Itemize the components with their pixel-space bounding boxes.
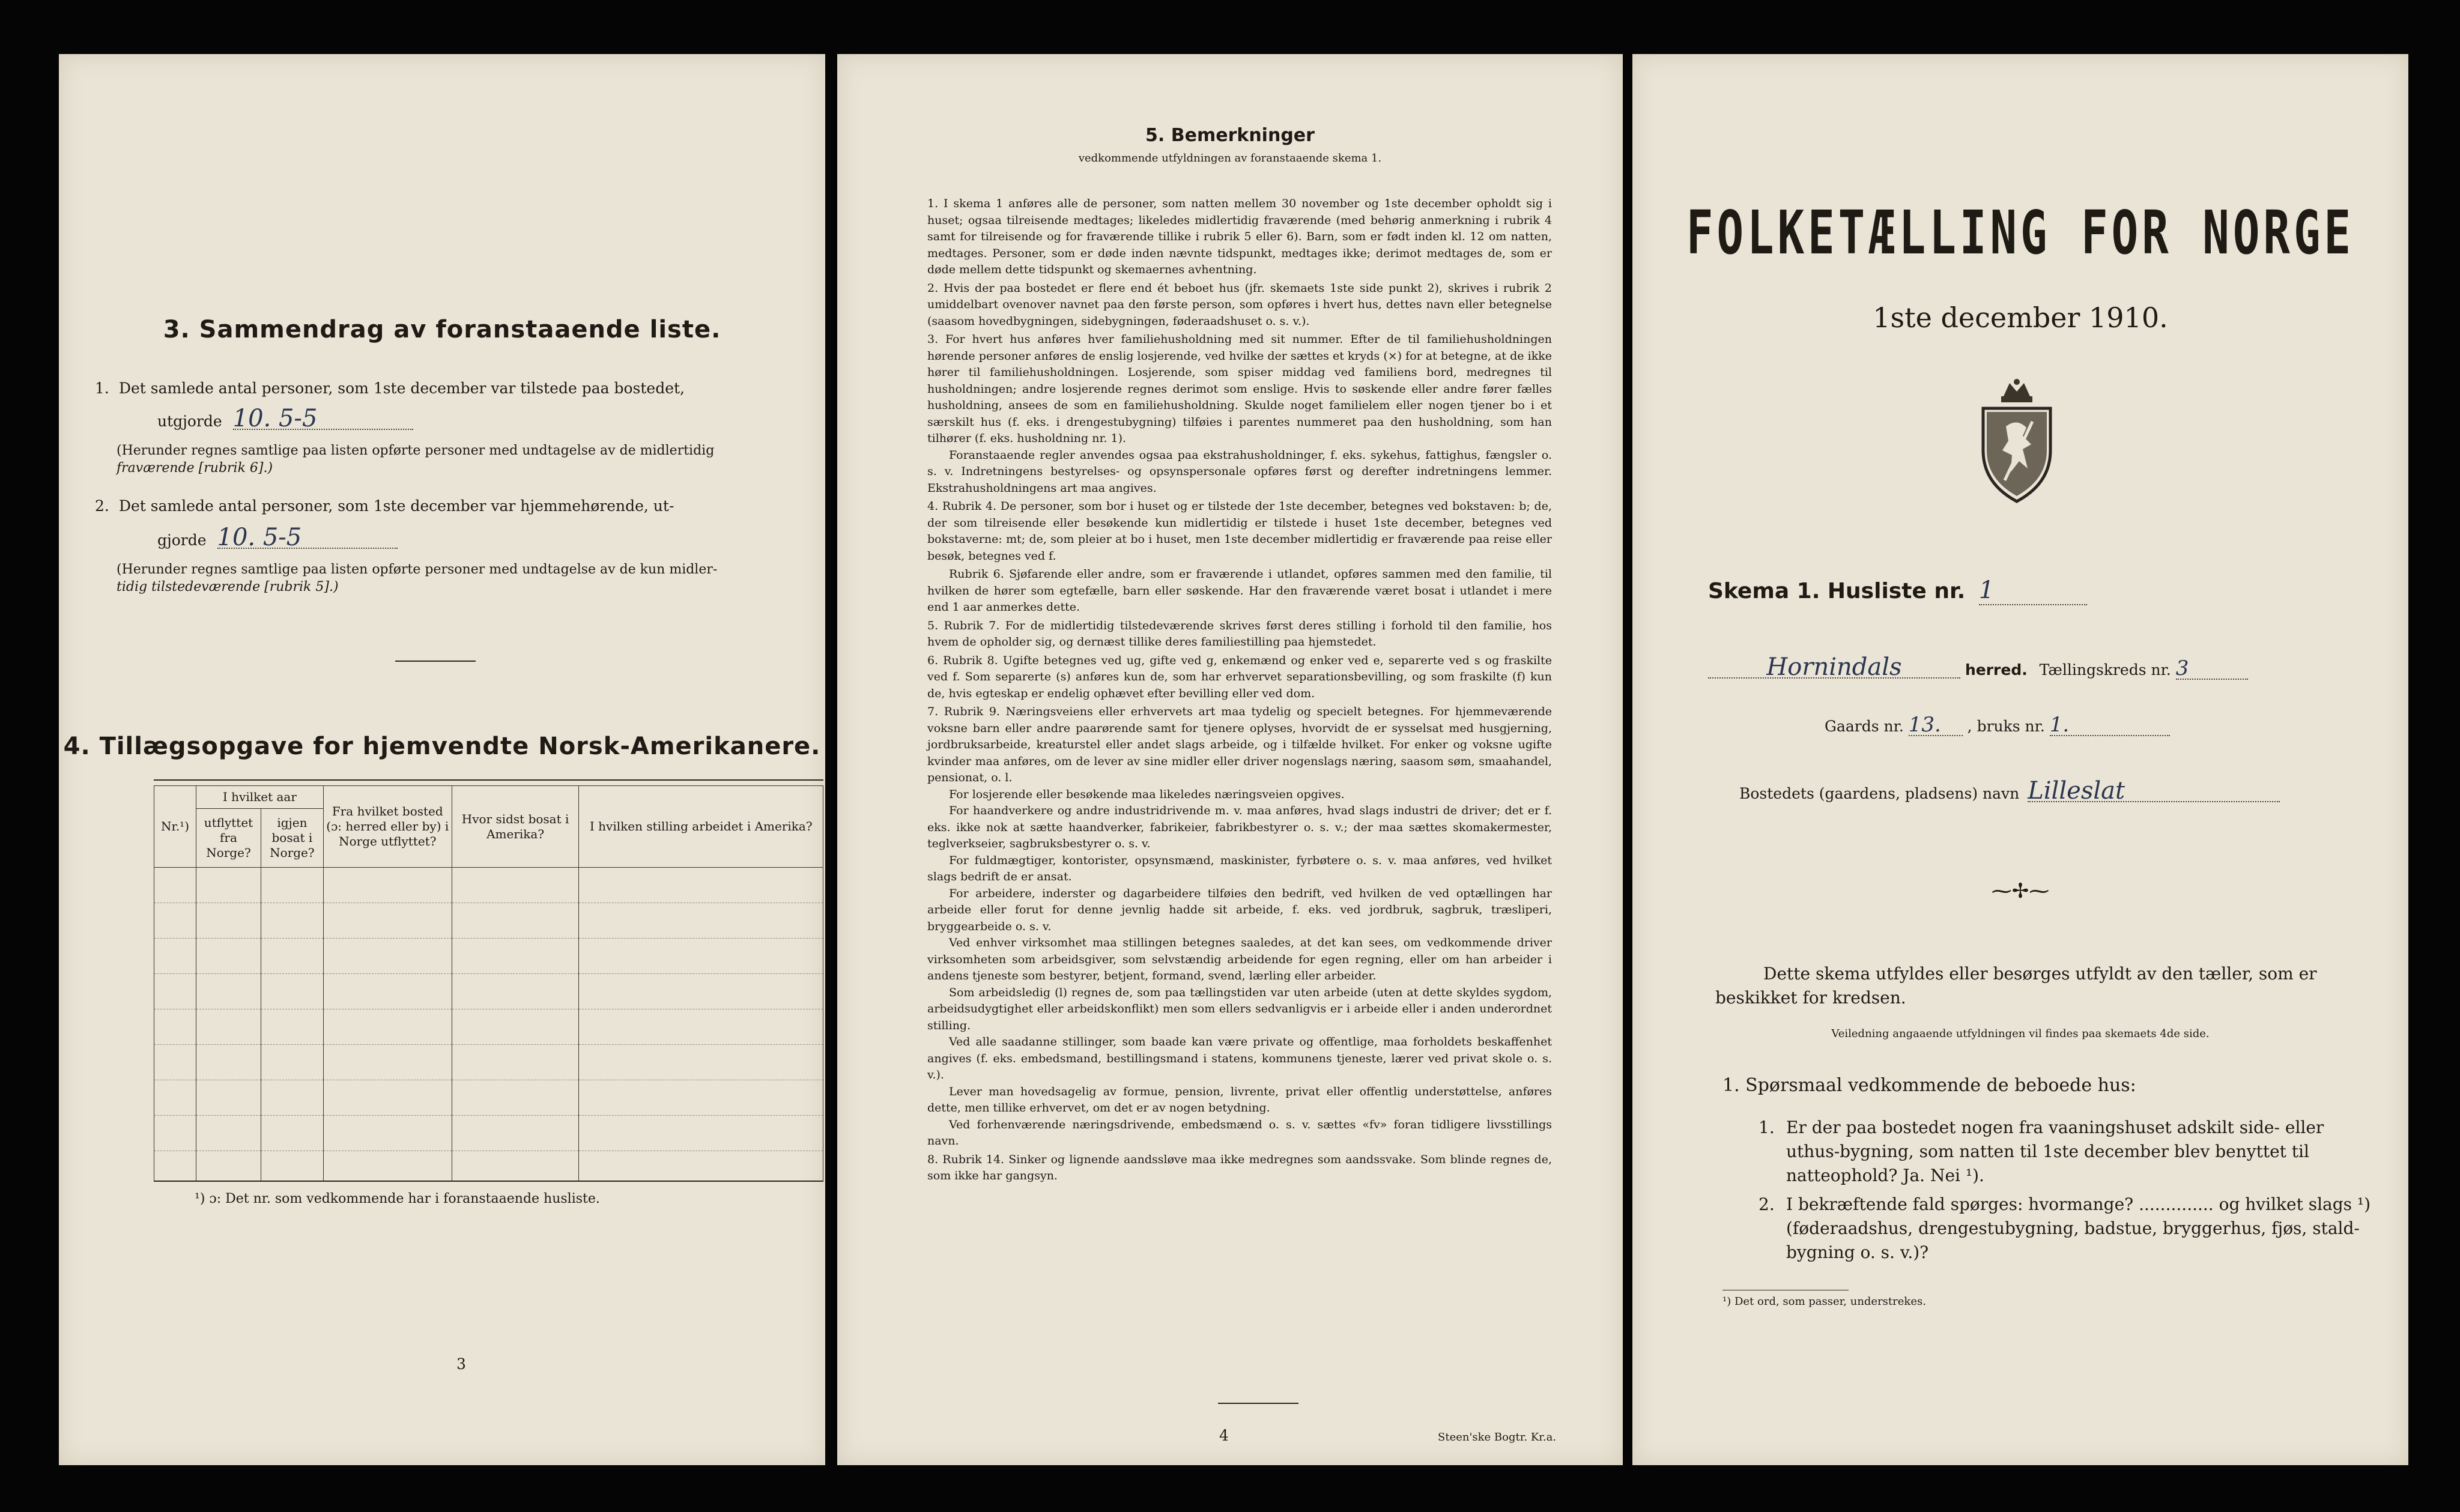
table-row [154,1116,823,1151]
page-number-4: 4 [1219,1427,1229,1444]
col-position-header: I hvilken stilling arbeidet i Amerika? [579,786,823,868]
page-number-3: 3 [456,1355,466,1373]
remark-paragraph: 5. Rubrik 7. For de midlertidig tilstedeværende skrives først deres stilling i forhold til den familie, hos hvem de opholder sig, og dernæst tillike deres familiestilling paa hjemstedet. [927,618,1552,649]
census-date: 1ste december 1910. [1873,301,2168,334]
table-row [154,939,823,974]
table-row [154,1009,823,1045]
printer-credit: Steen'ske Bogtr. Kr.a. [1438,1431,1557,1444]
intro-text: Dette skema utfyldes eller besørges utfyldt av den tæller, som er beskikket for kredsen. [1715,964,2317,1008]
gaards-label: Gaards nr. [1825,718,1904,735]
schema-label: Skema 1. Husliste nr. [1708,579,1966,603]
census-title: FOLKETÆLLING FOR NORGE [1686,198,2355,268]
herred-line [1708,653,2248,681]
remarks-subtitle: vedkommende utfyldningen av foranstaaende skema 1. [1078,152,1382,165]
gaards-value: 13. [1909,715,1963,736]
coat-of-arms-icon [1975,378,2059,504]
remark-paragraph: For haandverkere og andre industridrivende m. v. maa anføres, hvad slags industri de driver; det er f. eks. ikke nok at sætte haandverker, fabrikeier, fabrikbestyrer o. s. v.; der maa sættes skomakermester, teglverkseier, sagbruksbestyrer o. s. v. [927,804,1552,850]
remark-paragraph: 4. Rubrik 4. De personer, som bor i huset og er tilstede der 1ste december, betegnes ved bokstaven: b; de, der som tilreisende eller besøkende kun midlertidig er tilstede i huset 1ste december, betegnes ved bokstaverne: mt; de, som pleier at bo i huset, men 1ste december midlertidig er fraværende paa reise eller besøk, betegnes ved f. [927,500,1552,563]
col-returned-header: igjen bosat i Norge? [261,809,323,868]
table-top-rule [154,779,823,781]
left-page [59,54,825,1465]
remarks-body [927,196,1552,1185]
remark-paragraph: For losjerende eller besøkende maa likeledes næringsveien opgives. [949,787,1345,801]
right-footnote: ¹) Det ord, som passer, understrekes. [1722,1295,1926,1308]
herred-label: herred. [1965,661,2028,679]
herred-value: Hornindals [1708,657,1960,679]
question-1-item-1: 1. Er der paa bostedet nogen fra vaaningshuset adskilt side- eller uthus-bygning, som natten til 1ste december blev benyttet til natteophold? Ja. Nei ¹). [1759,1117,2324,1185]
remark-paragraph: Rubrik 6. Sjøfarende eller andre, som er fraværende i utlandet, opføres sammen med den familie, til hvilken de hører som egtefælle, barn eller søskende. Har den fraværende været bosat i utlandet i mere end 1 aar anmerkes dette. [927,567,1552,614]
summary-item-2-value: 10. 5-5 [217,527,398,549]
summary-item-2-note: (Herunder regnes samtlige paa listen opførte personer med undtagelse av de kun midler- tidig tilstedeværende [rubrik 5].) [117,562,718,594]
col-from-header: Fra hvilket bosted (ɔ: herred eller by) i Norge utflyttet? [323,786,452,868]
divider [1218,1403,1298,1404]
divider [395,661,476,662]
summary-item-1: 1. Det samlede antal personer, som 1ste december var tilstede paa bostedet, [95,380,685,397]
remark-paragraph: 2. Hvis der paa bostedet er flere end ét beboet hus (jfr. skemaets 1ste side punkt 2), skrives i rubrik 2 umiddelbart ovenover navnet paa den første person, som opføres i hvert hus, dettes navn eller betegnelse (saasom hovedbygningen, sidebygningen, føderaadshuset o. s. v.). [927,281,1552,328]
table-row [154,1045,823,1080]
husliste-number: 1 [1979,576,2087,605]
remark-paragraph: 7. Rubrik 9. Næringsveiens eller erhvervets art maa tydelig og specielt betegnes. For hjemmeværende voksne barn eller andre paarørende samt for tjenere oplyses, hvorvidt de er sysselsat med husgjerning, jordbruksarbeide, kreaturstel eller andet slags arbeide, og i tilfælde hvilket. For enker og voksne ugifte kvinder maa anføres, om de lever av sine midler eller driver nogenslags næring, saasom søm, smaahandel, pensionat, o. l. [927,705,1552,784]
kreds-label: Tællingskreds nr. [2039,661,2171,679]
norsk-amerikanere-table [154,785,823,1181]
summary-item-1-value-row: utgjorde 10. 5-5 [95,408,801,432]
table-row [154,903,823,939]
table-row [154,868,823,903]
remark-paragraph: 1. I skema 1 anføres alle de personer, som natten mellem 30 november og 1ste december opholdt sig i huset; ogsaa tilreisende medtages; likeledes midlertidig fraværende (med behørig anmerkning i rubrik 4 samt for tilreisende og for fraværende tillike i rubrik 5 eller 6). Barn, som er født inden kl. 12 om natten, medtages. Personer, som er døde inden nævnte tidspunkt, medtages ikke; derimot medtages de, som er døde mellem dette tidspunkt og skemaernes avhentning. [927,197,1552,276]
section4-title: 4. Tillægsopgave for hjemvendte Norsk-Amerikanere. [63,733,821,760]
summary-item-2: 2. Det samlede antal personer, som 1ste december var hjemmehørende, ut- [95,497,674,515]
table-row [154,974,823,1009]
bruks-value: 1. [2050,715,2170,736]
summary-item-2-value-row: gjorde 10. 5-5 [95,527,801,551]
section3-title: 3. Sammendrag av foranstaaende liste. [163,316,721,343]
remark-paragraph: Ved alle saadanne stillinger, som baade kan være private og offentlige, maa forholdets beskaffenhet angives (f. eks. embedsmand, bestillingsmand i statens, kommunens tjeneste, lærer ved privat skole o. s. v.). [927,1035,1552,1081]
col-nr-header: Nr.¹) [154,786,196,868]
bosted-label: Bostedets (gaardens, pladsens) navn [1739,785,2020,802]
remark-paragraph: For fuldmægtiger, kontorister, opsynsmænd, maskinister, fyrbøtere o. s. v. maa anføres, ved hvilket slags bedrift de er ansat. [927,853,1552,883]
bosted-value: Lilleslat [2028,781,2280,802]
remark-paragraph: 8. Rubrik 14. Sinker og lignende aandssløve maa ikke medregnes som aandssvake. Som blinde regnes de, som ikke har gangsyn. [927,1152,1552,1182]
remark-paragraph: Foranstaaende regler anvendes ogsaa paa ekstrahusholdninger, f. eks. sykehus, fattighus, fængsler o. s. v. Indretningens bestyrelses- og opsynspersonale opføres først og derefter indretningens lemmer. Ekstrahusholdningens art maa angives. [927,448,1552,495]
middle-page [837,54,1623,1465]
guide-text: Veiledning angaaende utfyldningen vil findes paa skemaets 4de side. [1831,1027,2210,1040]
remark-paragraph: For arbeidere, inderster og dagarbeidere tilføies den bedrift, ved hvilken de ved optællingen har arbeide eller forut for denne jevnlig hadde sit arbeide, f. eks. ved jordbruk, sagbruk, træsliperi, bryggearbeide o. s. v. [927,886,1552,933]
schema-line [1708,576,2087,605]
table-row [154,1080,823,1116]
right-page [1632,54,2408,1465]
col-year-group-header: I hvilket aar [196,786,323,809]
table-footnote: ¹) ɔ: Det nr. som vedkommende har i foranstaaende husliste. [195,1191,600,1206]
col-where-header: Hvor sidst bosat i Amerika? [452,786,579,868]
col-emigrated-header: utflyttet fra Norge? [196,809,261,868]
bosted-line [1739,777,2280,805]
remark-paragraph: Lever man hovedsagelig av formue, pension, livrente, privat eller offentlig understøttelse, anføres dette, men tillike erhvervet, om det er av nogen betydning. [927,1084,1552,1114]
table-row [154,1151,823,1181]
summary-item-1-text: Det samlede antal personer, som 1ste december var tilstede paa bostedet, [118,380,685,397]
remark-paragraph: Ved enhver virksomhet maa stillingen betegnes saaledes, at det kan sees, om vedkommende driver virksomheten som arbeidsgiver, som selvstændig arbeidende for egen regning, eller om han arbeider i andens tjeneste som bestyrer, betjent, formand, svend, lærling eller arbeider. [927,936,1552,982]
remark-paragraph: Som arbeidsledig (l) regnes de, som paa tællingstiden var uten arbeide (uten at dette skyldes sygdom, arbeidsudygtighet eller arbeidskonflikt) men som ellers sedvanligvis er i arbeide eller i anden underordnet stilling. [927,985,1552,1032]
table-bottom-rule [154,1181,823,1182]
ornament: ⁓✢⁓ [1991,879,2050,903]
kreds-value: 3 [2176,658,2248,680]
question-1-item-2: 2. I bekræftende fald spørges: hvormange? .............. og hvilket slags ¹) (føderaadshus, drengestubygning, badstue, bryggerhus, fjøs, stald- bygning o. s. v.)? [1759,1194,2371,1262]
summary-item-1-value: 10. 5-5 [233,408,413,430]
summary-item-2-text: Det samlede antal personer, som 1ste december var hjemmehørende, ut- [118,497,674,515]
remark-paragraph: 6. Rubrik 8. Ugifte betegnes ved ug, gifte ved g, enkemænd og enker ved e, separerte ved s og fraskilte ved f. Som separerte (s) anføres kun de, som har erhvervet separationsbevilling, og som fraskilte (f) kun de, hvis egteskap er endelig ophævet efter bevilling eller ved dom. [927,653,1552,700]
remark-paragraph: Ved forhenværende næringsdrivende, embedsmænd o. s. v. sættes «fv» foran tidligere livsstillings navn. [927,1117,1552,1148]
remarks-title: 5. Bemerkninger [1145,125,1315,146]
bruks-label: , bruks nr. [1967,718,2045,735]
gaards-line [1825,715,2170,737]
remark-paragraph: 3. For hvert hus anføres hver familiehusholdning med sit nummer. Efter de til familiehusholdningen hørende personer anføres de enslig losjerende, ved hvilke der sættes et kryds (×) for at betegne, at de ikke hører til familiehusholdningen. Losjerende, som spiser middag ved familiens bord, medregnes til husholdningen; andre losjerende regnes derimot som enslige. Hvis to søskende eller andre fører fælles husholdning, ansees de som en familiehusholdning. Skulde noget familielem eller nogen tjener bo i et særskilt hus (f. eks. i drengestubygning) tilføies i parentes nummeret paa den husholdning, som han tilhører (f. eks. husholdning nr. 1). [927,333,1552,445]
summary-item-1-note: (Herunder regnes samtlige paa listen opførte personer med undtagelse av de midlertidig fraværende [rubrik 6].) [117,443,715,476]
question-1-title: 1. Spørsmaal vedkommende de beboede hus: [1722,1075,2136,1096]
